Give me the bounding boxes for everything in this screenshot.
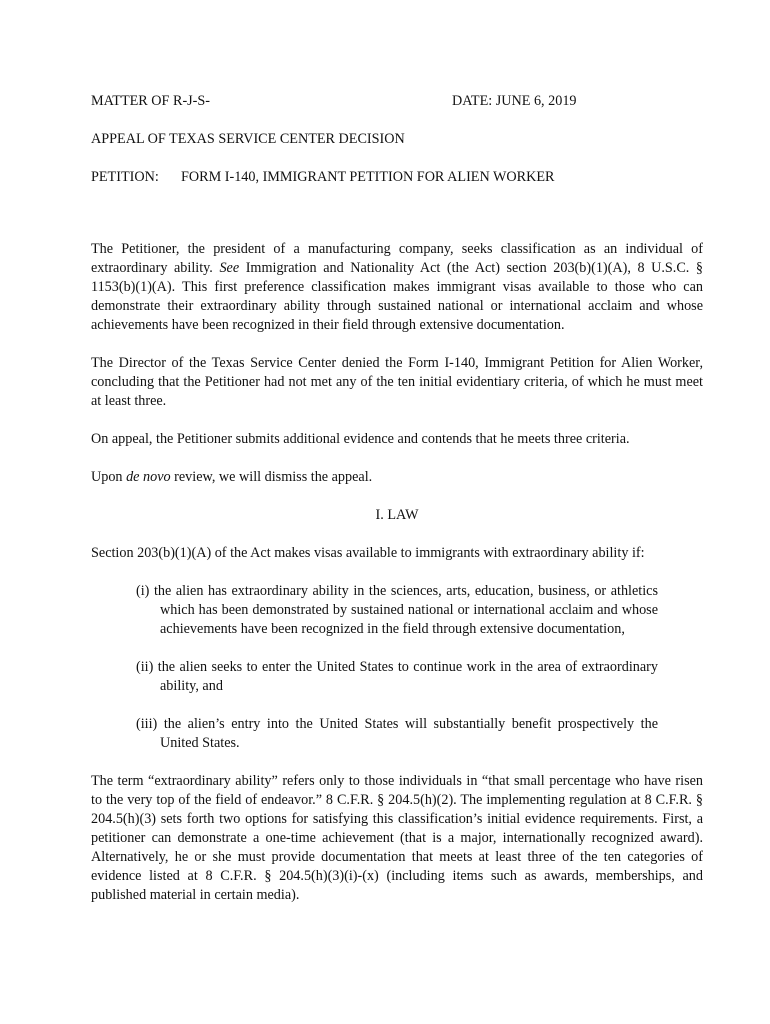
list-item bbox=[136, 715, 658, 753]
petition-line bbox=[91, 168, 703, 187]
paragraph-director: The Director of the Texas Service Center denied the Form I-140, Immigrant Petition for Alien Worker, concluding that the Petitioner had not met any of the ten initial evidentiary criteria, of which he must meet at least three. bbox=[91, 355, 703, 409]
paragraph-statute: Section 203(b)(1)(A) of the Act makes visas available to immigrants with extraordinary ability if: bbox=[91, 545, 645, 561]
list-item bbox=[136, 582, 658, 639]
list-item-number: (ii) bbox=[136, 659, 158, 675]
list-item-number: (iii) bbox=[136, 716, 164, 732]
paragraph-appeal: On appeal, the Petitioner submits additional evidence and contends that he meets three criteria. bbox=[91, 431, 630, 447]
paragraph-review-text-a: Upon bbox=[91, 469, 127, 485]
header-line-matter bbox=[91, 92, 703, 111]
petition-label: PETITION: bbox=[91, 169, 159, 185]
list-item-text: the alien seeks to enter the United States to continue work in the area of extraordinary ability, and bbox=[157, 659, 658, 694]
document-body bbox=[91, 240, 703, 905]
statute-criteria-list bbox=[136, 582, 658, 753]
paragraph-review bbox=[91, 468, 703, 487]
list-item-text: the alien has extraordinary ability in the sciences, arts, education, business, or athletics which has been demonstrated by sustained national or international acclaim and whose achievements have been recognized in the field through extensive documentation, bbox=[153, 583, 658, 637]
petition-value: FORM I-140, IMMIGRANT PETITION FOR ALIEN WORKER bbox=[181, 169, 555, 185]
paragraph-review-text-b: review, we will dismiss the appeal. bbox=[170, 469, 373, 485]
decision-date: DATE: JUNE 6, 2019 bbox=[452, 93, 577, 109]
paragraph-intro-text-b: Immigration and Nationality Act (the Act) section 203(b)(1)(A), 8 U.S.C. § 1153(b)(1)(A). This first preference classification makes immigrant visas available to those who can demonstrate their extraordinary ability through sustained national or international acclaim and whose achievements have been recognized in their field through extensive documentation. bbox=[91, 260, 703, 333]
paragraph-definition: The term “extraordinary ability” refers only to those individuals in “that small percentage who have risen to the very top of the field of endeavor.” 8 C.F.R. § 204.5(h)(2). The implementing regulation at 8 C.F.R. § 204.5(h)(3) sets forth two options for satisfying this classification’s initial evidence requirements. First, a petitioner can demonstrate a one-time achievement (that is a major, internationally recognized award). Alternatively, he or she must provide documentation that meets at least three of the ten categories of evidence listed at 8 C.F.R. § 204.5(h)(3)(i)-(x) (including items such as awards, memberships, and published material in certain media). bbox=[91, 773, 703, 903]
appeal-title: APPEAL OF TEXAS SERVICE CENTER DECISION bbox=[91, 131, 405, 147]
paragraph-intro bbox=[91, 240, 703, 335]
list-item-number: (i) bbox=[136, 583, 154, 599]
section-heading-law: I. LAW bbox=[375, 507, 419, 523]
de-novo-term: de novo bbox=[126, 469, 171, 485]
document-page bbox=[91, 92, 703, 924]
paragraph-intro-text-a: The Petitioner, the president of a manufacturing company, seeks classification as an individual of extraordinary ability. bbox=[91, 241, 703, 276]
list-item-text: the alien’s entry into the United States will substantially benefit prospectively the United States. bbox=[160, 716, 658, 751]
matter-title: MATTER OF R-J-S- bbox=[91, 93, 211, 109]
list-item bbox=[136, 658, 658, 696]
see-signal: See bbox=[219, 260, 240, 276]
appeal-line bbox=[91, 130, 703, 149]
